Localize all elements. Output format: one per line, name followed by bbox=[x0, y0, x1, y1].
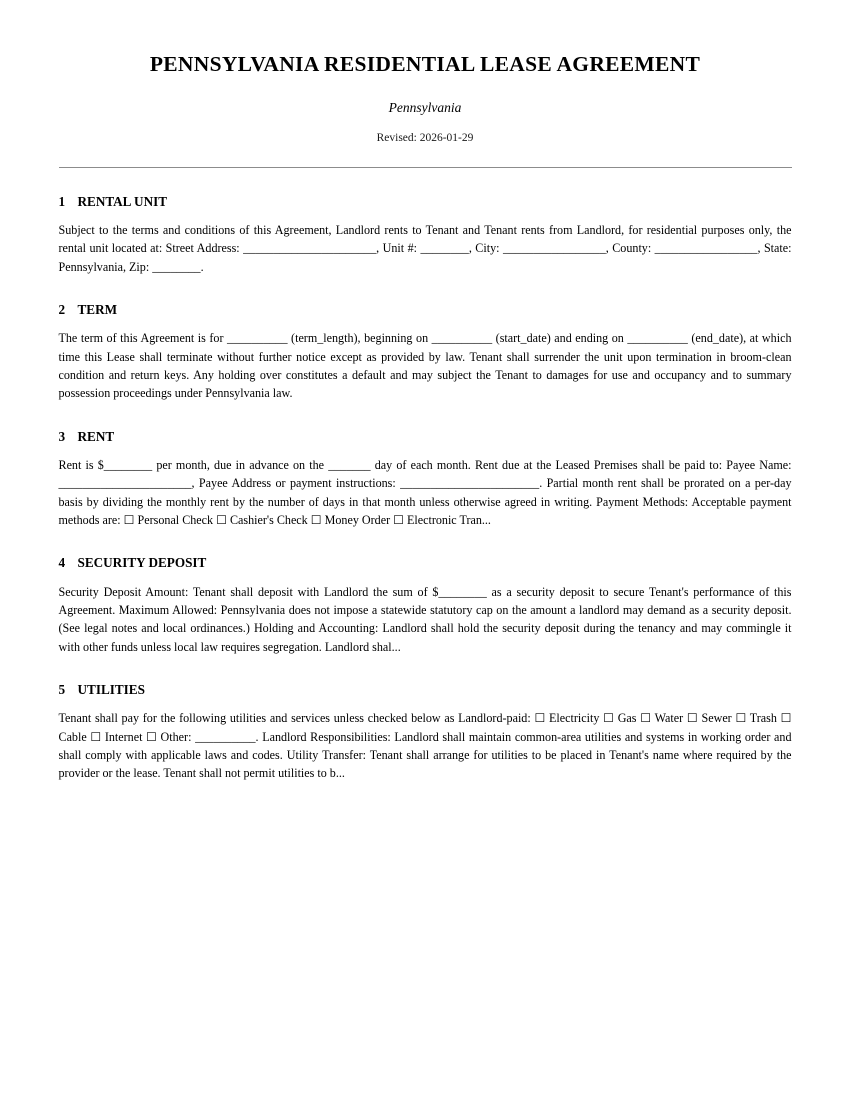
section-body: Tenant shall pay for the following utilities and services unless checked below as Landlord-paid: ☐ Electricity ☐ Gas ☐ Water ☐ Sewer ☐ Trash ☐ Cable ☐ Internet ☐ Other: __________. Landlord Responsibilities: Landlord shall maintain common-area utilities and systems in working order and shall comply with applicable laws and codes. Utility Transfer: Tenant shall arrange for utilities to be placed in Tenant's name where required by the provider or the lease. Tenant shall not permit utilities to b... bbox=[58, 711, 792, 781]
document-revised-date: Revised: 2026-01-29 bbox=[376, 131, 474, 144]
section-heading bbox=[59, 193, 792, 210]
section-title: RENT bbox=[77, 428, 115, 444]
section-heading bbox=[59, 301, 792, 318]
section-number: 1 bbox=[58, 193, 66, 209]
document-subtitle: Pennsylvania bbox=[388, 100, 462, 116]
document-content bbox=[59, 0, 792, 783]
section-number: 4 bbox=[58, 555, 66, 571]
section-heading bbox=[59, 554, 792, 571]
section-body: Subject to the terms and conditions of this Agreement, Landlord rents to Tenant and Tenant rents from Landlord, for residential purposes only, the rental unit located at: Street Address: ______________________, Unit #: ________, City: _________________, County: _________________, State: Pennsylvania, Zip: ________. bbox=[58, 223, 792, 274]
section-number: 5 bbox=[58, 682, 66, 698]
section-heading bbox=[59, 681, 792, 698]
section-body: Security Deposit Amount: Tenant shall deposit with Landlord the sum of $________ as a security deposit to secure Tenant's performance of this Agreement. Maximum Allowed: Pennsylvania does not impose a statewide statutory cap on the amount a landlord may demand as a security deposit. (See legal notes and local ordinances.) Holding and Accounting: Landlord shall hold the security deposit during the tenancy and may commingle it with other funds unless local law requires segregation. Landlord shal... bbox=[58, 584, 792, 654]
section-title: UTILITIES bbox=[77, 682, 145, 698]
section-rental-unit bbox=[59, 168, 792, 276]
section-body: The term of this Agreement is for __________ (term_length), beginning on __________ (start_date) and ending on __________ (end_date), at which time this Lease shall terminate without further notice except as provided by law. Tenant shall surrender the unit upon termination in broom-clean condition and return keys. Any holding over constitutes a default and may subject the Tenant to damages for use and occupancy and to summary possession proceedings under Pennsylvania law. bbox=[58, 331, 792, 401]
section-title: SECURITY DEPOSIT bbox=[77, 555, 207, 571]
section-title: RENTAL UNIT bbox=[77, 193, 168, 209]
section-number: 3 bbox=[58, 428, 66, 444]
section-title: TERM bbox=[77, 302, 118, 318]
section-body: Rent is $________ per month, due in advance on the _______ day of each month. Rent due at the Leased Premises shall be paid to: Payee Name: ______________________, Payee Address or payment instructions: _______________________. Partial month rent shall be prorated on a per-day basis by dividing the monthly rent by the number of days in that month unless otherwise agreed in writing. Payment Methods: Acceptable payment methods are: ☐ Personal Check ☐ Cashier's Check ☐ Money Order ☐ Electronic Tran... bbox=[58, 457, 792, 528]
section-term bbox=[59, 276, 792, 403]
section-heading bbox=[59, 428, 792, 445]
section-number: 2 bbox=[58, 302, 66, 318]
section-security-deposit bbox=[59, 529, 792, 656]
section-utilities bbox=[59, 656, 792, 783]
section-rent bbox=[59, 403, 792, 530]
page-title: PENNSYLVANIA RESIDENTIAL LEASE AGREEMENT bbox=[149, 52, 701, 76]
